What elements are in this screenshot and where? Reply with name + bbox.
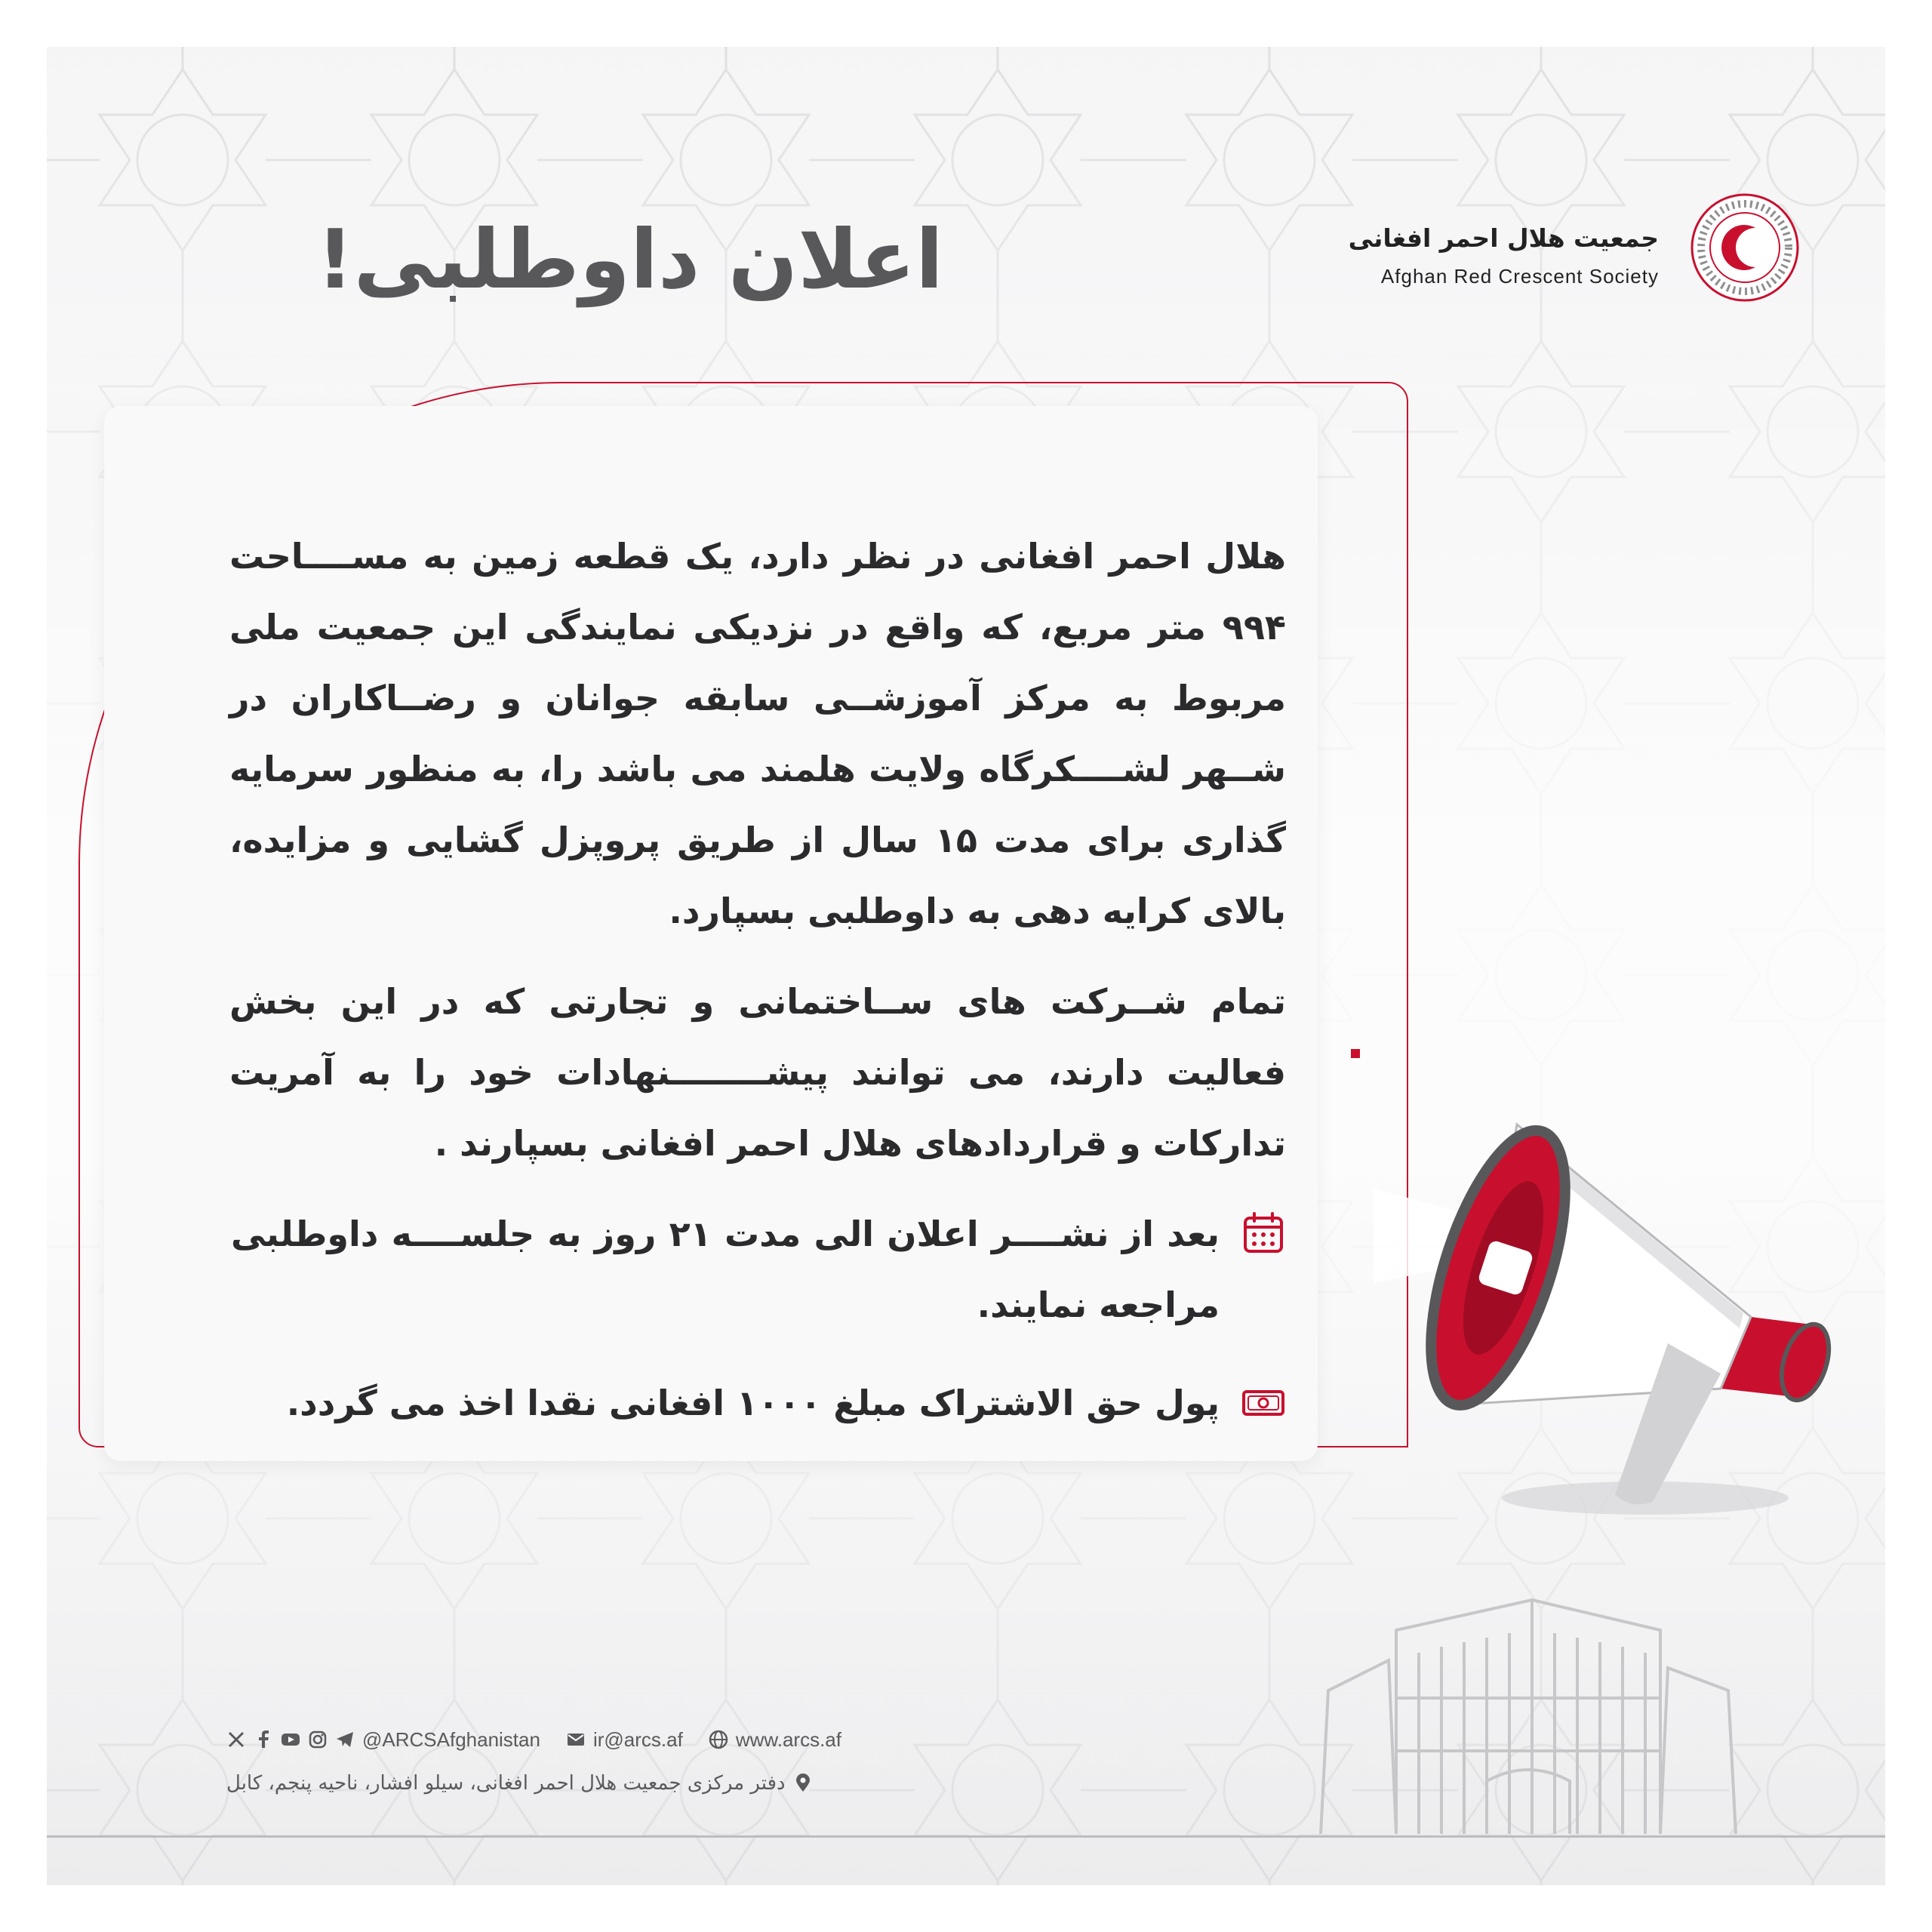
- organization-header: [1227, 178, 1801, 314]
- telegram-icon[interactable]: [335, 1730, 355, 1749]
- money-icon: [1241, 1380, 1286, 1425]
- email-link[interactable]: ir@arcs.af: [592, 1727, 683, 1751]
- calendar-icon: [1241, 1211, 1286, 1256]
- bullet-deadline: [229, 1198, 1286, 1340]
- address-text: دفتر مرکزی جمعیت هلال احمر افغانی، سیلو افشار، ناحیه پنجم، کابل: [226, 1772, 786, 1795]
- announcement-paragraph-1: هلال احمر افغانی در نظر دارد، یک قطعه زمین به مســــاحت ۹۹۴ متر مربع، که واقع در نزدیکی نمایندگی این جمعیت ملی مربوط به مرکز آموزشــی سابقه جوانان و رضــاکاران در شــهر لشــــکرگاه ولایت هلمند می باشد را، به منظور سرمایه گذاری برای مدت ۱۵ سال از طریق پروپزل گشایی و مزایده، بالای کرایه دهی به داوطلبی بسپارد.: [229, 536, 1286, 931]
- address-row: [226, 1764, 813, 1802]
- page-title: اعلان داوطلبی!: [316, 213, 943, 307]
- globe-icon: [709, 1730, 728, 1749]
- org-name-english: Afghan Red Crescent Society: [1380, 265, 1659, 288]
- red-crescent-logo-icon: [1689, 192, 1801, 303]
- footer-divider: [47, 1835, 1885, 1838]
- website-link[interactable]: www.arcs.af: [735, 1727, 841, 1751]
- megaphone-icon: [1328, 1057, 1857, 1524]
- bullet-text: پول حق الاشتراک مبلغ ۱۰۰۰ افغانی نقدا اخذ می گردد.: [286, 1383, 1220, 1423]
- location-pin-icon: [793, 1774, 813, 1793]
- instagram-icon[interactable]: [308, 1730, 328, 1749]
- bullet-text: بعد از نشــــر اعلان الی مدت ۲۱ روز به جلســــه داوطلبی مراجعه نمایند.: [231, 1214, 1220, 1325]
- org-name-persian: جمعیت هلال احمر افغانی: [1348, 223, 1659, 253]
- x-icon[interactable]: [226, 1730, 246, 1749]
- social-handle[interactable]: @ARCSAfghanistan: [362, 1727, 540, 1751]
- headquarters-building-icon: [1306, 1577, 1743, 1840]
- facebook-icon[interactable]: [254, 1730, 273, 1749]
- youtube-icon[interactable]: [281, 1730, 300, 1749]
- contact-row: [226, 1721, 867, 1758]
- footer: [226, 1721, 906, 1834]
- announcement-paragraph-2: تمام شــرکت های ســاختمانی و تجارتی که در این بخش فعالیت دارند، می توانند پیشــــــــنهادات خود را به آمریت تدارکات و قراردادهای هلال احمر افغانی بسپارند .: [229, 981, 1286, 1164]
- bullet-fee: [229, 1367, 1286, 1438]
- email-icon: [566, 1730, 586, 1749]
